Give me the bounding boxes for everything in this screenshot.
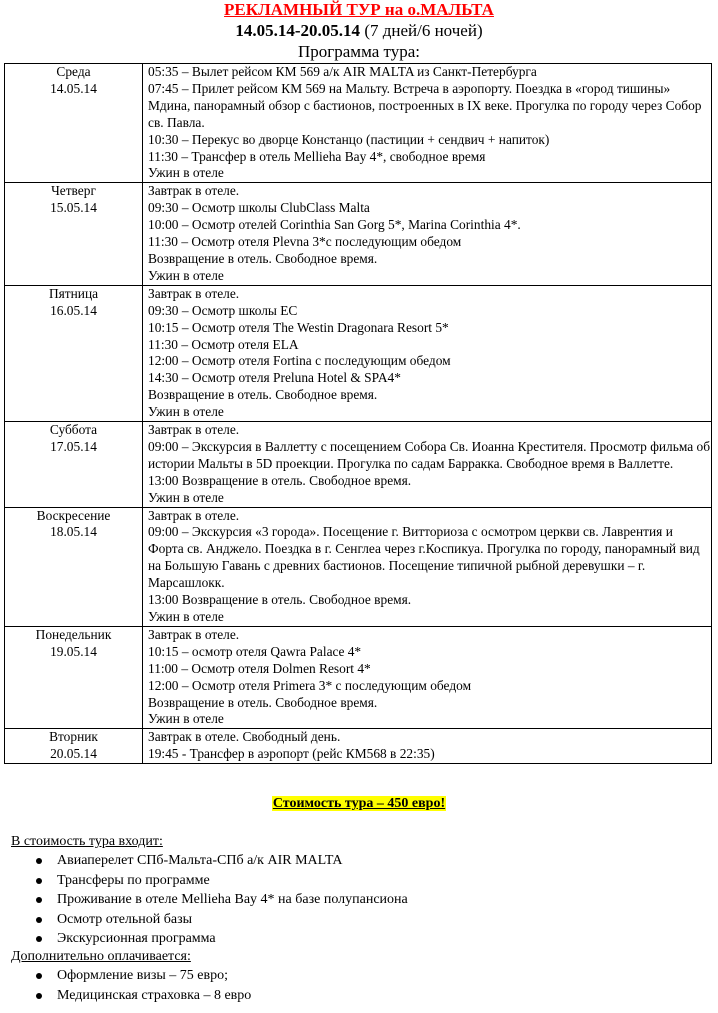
list-item-text: Экскурсионная программа <box>57 931 216 947</box>
activity-line: 11:30 – Осмотр отеля ELA <box>148 336 299 352</box>
day-date: 15.05.14 <box>50 200 97 216</box>
extra-list <box>0 966 251 1005</box>
schedule-row <box>5 285 712 421</box>
day-cell <box>5 626 143 728</box>
activities-cell <box>143 285 712 421</box>
activities-cell <box>143 183 712 285</box>
activity-line: Ужин в отеле <box>148 404 224 420</box>
day-date: 17.05.14 <box>50 438 97 454</box>
activity-line: Завтрак в отеле. <box>148 626 240 642</box>
activity-line: Ужин в отеле <box>148 267 224 283</box>
activity-line: 13:00 Возвращение в отель. Свободное время. <box>148 592 412 608</box>
schedule-row <box>5 422 712 508</box>
day-cell <box>5 183 143 285</box>
activity-line: 11:30 – Трансфер в отель Mellieha Bay 4*, свободное время <box>148 148 486 164</box>
list-item-text: Трансферы по программе <box>57 872 210 888</box>
activity-line: Завтрак в отеле. <box>148 183 240 199</box>
bullet-icon <box>36 858 42 864</box>
activities-cell <box>143 729 712 764</box>
activity-line: 12:00 – Осмотр отеля Fortina с последующим обедом <box>148 353 451 369</box>
bullet-icon <box>36 993 42 999</box>
program-title: Программа тура: <box>298 42 420 61</box>
activity-line: 10:15 – Осмотр отеля The Westin Dragonara Resort 5* <box>148 319 449 335</box>
activity-line: Возвращение в отель. Свободное время. <box>148 250 378 266</box>
activity-line: 05:35 – Вылет рейсом КМ 569 а/к AIR MALTA из Санкт-Петербурга <box>148 64 537 79</box>
activity-line: Завтрак в отеле. Свободный день. <box>148 729 341 745</box>
activity-line: Ужин в отеле <box>148 711 224 727</box>
list-item-text: Осмотр отельной базы <box>57 911 193 927</box>
activity-line: 11:00 – Осмотр отеля Dolmen Resort 4* <box>148 660 371 676</box>
activity-line: 14:30 – Осмотр отеля Preluna Hotel & SPA4* <box>148 370 401 386</box>
day-name: Понедельник <box>35 626 112 642</box>
schedule-table <box>4 63 712 764</box>
price-label: Стоимость тура – 450 евро! <box>272 796 446 811</box>
day-name: Пятница <box>48 285 99 301</box>
activity-line: Завтрак в отеле. <box>148 422 240 438</box>
activity-line: 10:30 – Перекус во дворце Констанцо (пастиции + сендвич + напиток) <box>148 131 550 147</box>
activities-cell <box>143 422 712 508</box>
page-title: РЕКЛАМНЫЙ ТУР на о.МАЛЬТА <box>224 0 494 19</box>
activity-line: 09:00 – Экскурсия «3 города». Посещение г. Витториоза с осмотром церкви св. Лаврентия и Форта св. Анджело. Поездка в г. Сенглеа через г.Коспикуа. Прогулка по городу, панорамный вид на Большую Гавань с древних бастионов. Посещение типичной рыбной деревушки – г. Марсашлокк. <box>148 524 700 591</box>
list-item <box>0 966 251 986</box>
activity-line: 09:00 – Экскурсия в Валлетту с посещением Собора Св. Иоанна Крестителя. Просмотр фильма об истории Мальты в 5D проекции. Прогулка по садам Барракка. Свободное время в Валлетте. <box>148 438 711 471</box>
bullet-icon <box>36 917 42 923</box>
activity-line: 12:00 – Осмотр отеля Primera 3* с последующим обедом <box>148 677 472 693</box>
day-cell <box>5 729 143 764</box>
list-item-text: Проживание в отеле Mellieha Bay 4* на базе полупансиона <box>57 892 408 908</box>
tour-dates <box>0 21 718 41</box>
day-name: Четверг <box>51 183 96 199</box>
bullet-icon <box>36 897 42 903</box>
list-item <box>0 986 251 1006</box>
included-list <box>0 851 408 949</box>
day-date: 20.05.14 <box>50 746 97 762</box>
day-name: Вторник <box>49 729 98 745</box>
day-cell <box>5 422 143 508</box>
extra-heading: Дополнительно оплачивается: <box>11 949 191 964</box>
schedule-row <box>5 64 712 183</box>
day-cell <box>5 285 143 421</box>
price-banner <box>0 795 718 813</box>
schedule-row <box>5 729 712 764</box>
bullet-icon <box>36 936 42 942</box>
activity-line: 10:15 – осмотр отеля Qawra Palace 4* <box>148 643 362 659</box>
day-date: 14.05.14 <box>50 80 97 96</box>
list-item-text: Авиаперелет СПб-Мальта-СПб а/к AIR MALTA <box>57 853 343 868</box>
activity-line: 19:45 - Трансфер в аэропорт (рейс КМ568 в 22:35) <box>148 746 435 762</box>
activity-line: Возвращение в отель. Свободное время. <box>148 694 378 710</box>
bullet-icon <box>36 878 42 884</box>
activity-line: Ужин в отеле <box>148 489 224 505</box>
activities-cell <box>143 64 712 183</box>
list-item <box>0 910 408 930</box>
schedule-row <box>5 507 712 626</box>
list-item <box>0 871 408 891</box>
activity-line: 07:45 – Прилет рейсом КМ 569 на Мальту. Встреча в аэропорту. Поездка в «город тишины» Мдина, панорамный обзор с бастионов, построенных в IX веке. Прогулка по городу через Собор св. Павла. <box>148 80 702 130</box>
list-item <box>0 851 408 871</box>
day-cell <box>5 507 143 626</box>
day-date: 19.05.14 <box>50 643 97 659</box>
list-item <box>0 890 408 910</box>
activity-line: Ужин в отеле <box>148 609 224 624</box>
activity-line: Ужин в отеле <box>148 165 224 181</box>
day-name: Воскресение <box>36 507 111 523</box>
day-name: Суббота <box>49 422 98 438</box>
activity-line: 13:00 Возвращение в отель. Свободное время. <box>148 472 412 488</box>
tour-duration: (7 дней/6 ночей) <box>360 21 483 40</box>
activity-line: Возвращение в отель. Свободное время. <box>148 387 378 403</box>
day-date: 16.05.14 <box>50 302 97 318</box>
activity-line: 10:00 – Осмотр отелей Corinthia San Gorg 5*, Marina Corinthia 4*. <box>148 217 521 233</box>
activity-line: 09:30 – Осмотр школы EC <box>148 302 298 318</box>
list-item-text: Оформление визы – 75 евро; <box>57 968 228 983</box>
tour-dates-range: 14.05.14-20.05.14 <box>235 21 361 40</box>
activities-cell <box>143 507 712 626</box>
activity-line: 09:30 – Осмотр школы ClubClass Malta <box>148 200 370 216</box>
list-item-text: Медицинская страховка – 8 евро <box>57 987 252 1003</box>
activity-line: Завтрак в отеле. <box>148 507 240 523</box>
list-item <box>0 929 408 949</box>
included-heading: В стоимость тура входит: <box>11 834 163 849</box>
day-date: 18.05.14 <box>50 524 97 540</box>
activities-cell <box>143 626 712 728</box>
bullet-icon <box>36 973 42 979</box>
activity-line: Завтрак в отеле. <box>148 285 240 301</box>
day-name: Среда <box>56 64 91 79</box>
schedule-row <box>5 626 712 728</box>
activity-line: 11:30 – Осмотр отеля Plevna 3*с последующим обедом <box>148 234 462 250</box>
schedule-row <box>5 183 712 285</box>
day-cell <box>5 64 143 183</box>
